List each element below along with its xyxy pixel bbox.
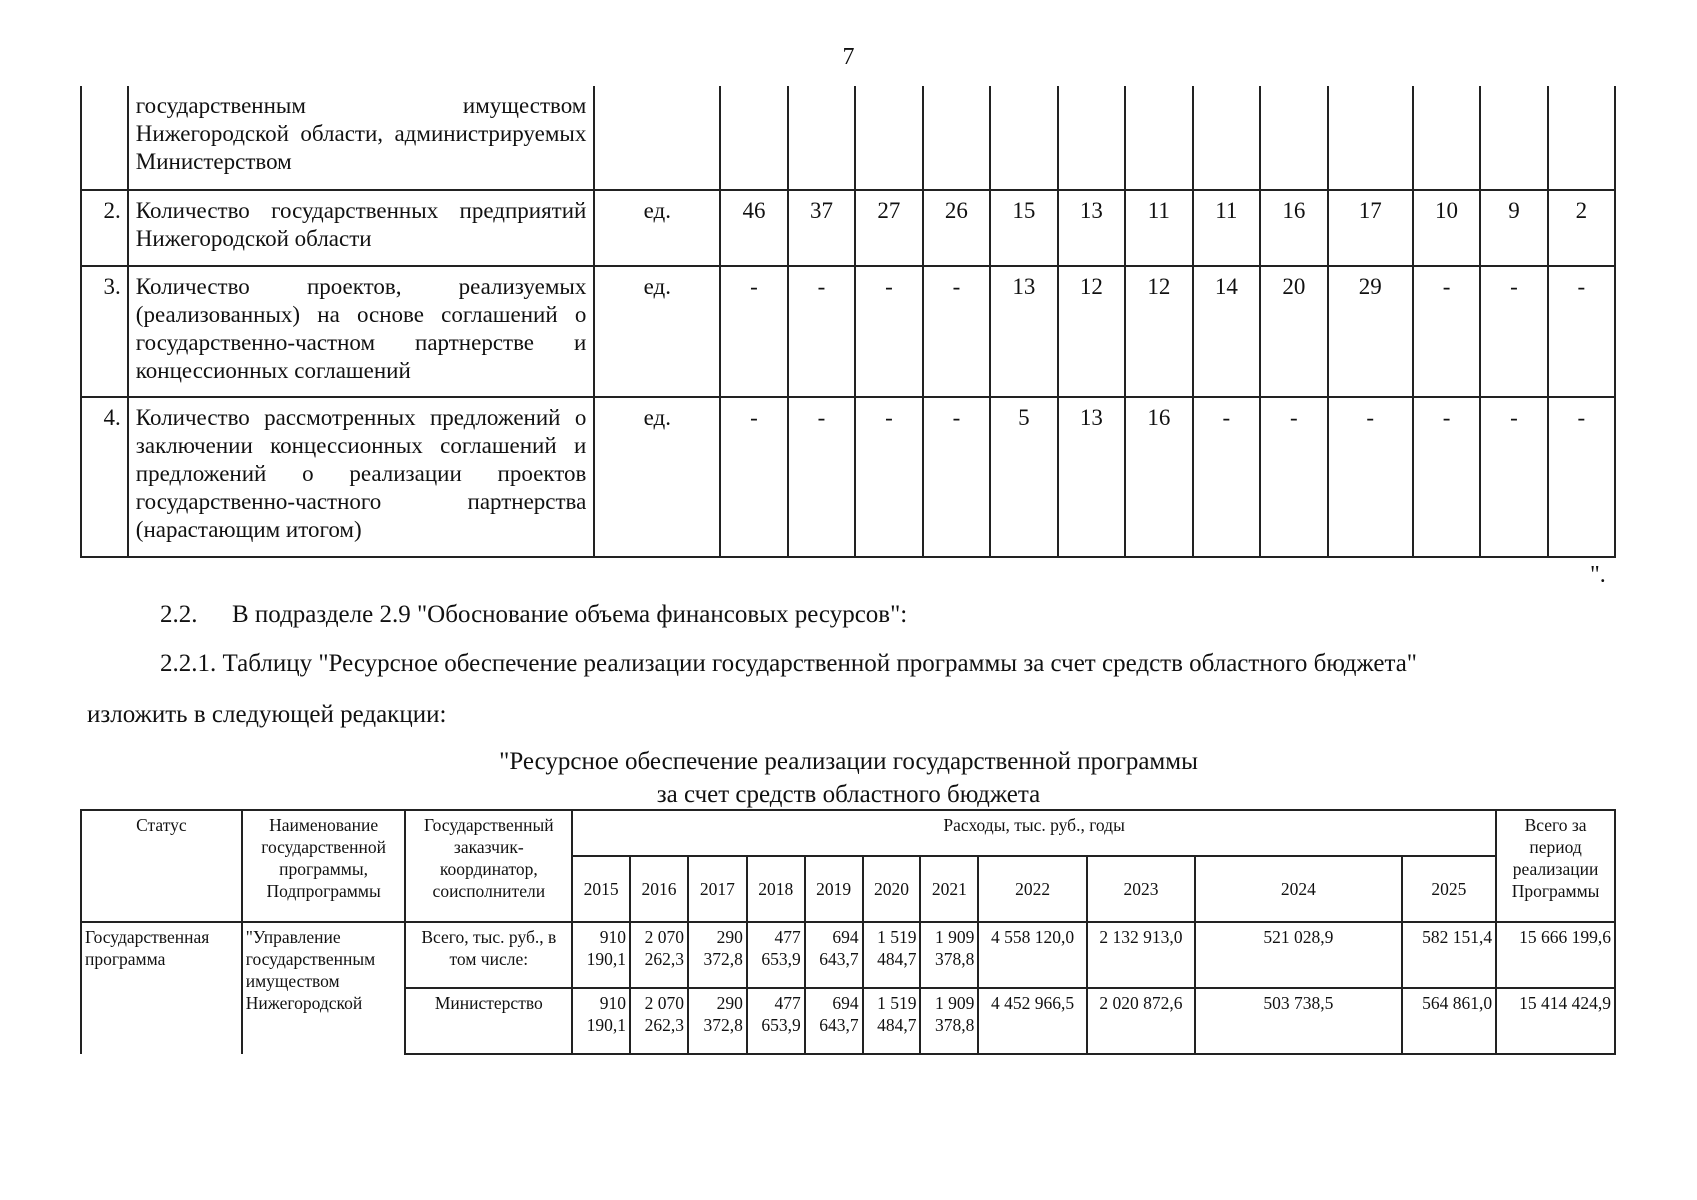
expense-value: 2 070 262,3 xyxy=(630,988,688,1054)
indicator-row xyxy=(81,397,1615,557)
indicator-value xyxy=(1125,86,1192,190)
expense-value: 477 653,9 xyxy=(747,988,805,1054)
indicator-table xyxy=(80,86,1616,558)
indicator-value: 13 xyxy=(990,266,1057,397)
year-header: 2017 xyxy=(688,856,747,922)
expense-value: 564 861,0 xyxy=(1402,988,1497,1054)
indicator-value: 46 xyxy=(720,190,787,266)
indicator-value: 15 xyxy=(990,190,1057,266)
expense-value: 4 558 120,0 xyxy=(978,922,1086,988)
indicator-value xyxy=(1413,86,1480,190)
closing-quote-mark: ". xyxy=(1590,562,1606,588)
indicator-unit xyxy=(594,86,720,190)
expense-value: 2 070 262,3 xyxy=(630,922,688,988)
resource-table xyxy=(80,809,1616,1055)
indicator-name: Количество рассмотренных предложений о заключении концессионных соглашений и предложений о реализации проектов государственно-частного партнерства (нарастающим итогом) xyxy=(128,397,595,557)
expense-value: 694 643,7 xyxy=(805,922,863,988)
paragraph-2-2-1: 2.2.1. Таблицу "Ресурсное обеспечение реализации государственной программы за счет средств областного бюджета" xyxy=(160,650,1418,677)
indicator-name: государственным имуществом Нижегородской области, администрируемых Министерством xyxy=(128,86,595,190)
indicator-value: - xyxy=(1328,397,1413,557)
header-expenses: Расходы, тыс. руб., годы xyxy=(572,810,1496,856)
resource-table-title-line2: за счет средств областного бюджета xyxy=(656,781,1041,808)
total-value: 15 666 199,6 xyxy=(1496,922,1615,988)
header-customer: Государственный заказчик-координатор, соисполнители xyxy=(405,810,572,922)
year-header: 2024 xyxy=(1195,856,1401,922)
indicator-value: - xyxy=(1480,397,1547,557)
year-header: 2019 xyxy=(805,856,863,922)
indicator-value: - xyxy=(923,266,990,397)
indicator-value: - xyxy=(923,397,990,557)
expense-value: 290 372,8 xyxy=(688,988,747,1054)
paragraph-number: 2.2. xyxy=(160,601,198,628)
indicator-value: - xyxy=(720,397,787,557)
indicator-value: - xyxy=(855,266,922,397)
indicator-value: 37 xyxy=(788,190,855,266)
indicator-value: 16 xyxy=(1260,190,1327,266)
indicator-value: - xyxy=(855,397,922,557)
indicator-value xyxy=(1193,86,1260,190)
indicator-value: 14 xyxy=(1193,266,1260,397)
expense-value: 910 190,1 xyxy=(572,988,630,1054)
indicator-value: - xyxy=(1413,397,1480,557)
indicator-value: 13 xyxy=(1058,190,1125,266)
indicator-value: 9 xyxy=(1480,190,1547,266)
indicator-row xyxy=(81,86,1615,190)
indicator-value: 27 xyxy=(855,190,922,266)
expense-value: 477 653,9 xyxy=(747,922,805,988)
indicator-number: 4. xyxy=(81,397,128,557)
paragraph-text: В подразделе 2.9 "Обоснование объема финансовых ресурсов": xyxy=(232,601,908,628)
indicator-value xyxy=(1058,86,1125,190)
indicator-value xyxy=(990,86,1057,190)
indicator-value: 16 xyxy=(1125,397,1192,557)
year-header: 2015 xyxy=(572,856,630,922)
year-header: 2022 xyxy=(978,856,1086,922)
expense-value: 910 190,1 xyxy=(572,922,630,988)
indicator-value xyxy=(1480,86,1547,190)
expense-value: 1 519 484,7 xyxy=(863,988,921,1054)
indicator-value xyxy=(1328,86,1413,190)
indicator-value: 26 xyxy=(923,190,990,266)
status-cell: Государственная программа xyxy=(81,922,242,1054)
header-total: Всего за период реализации Программы xyxy=(1496,810,1615,922)
indicator-number xyxy=(81,86,128,190)
indicator-value: 5 xyxy=(990,397,1057,557)
indicator-value xyxy=(923,86,990,190)
indicator-value: - xyxy=(788,266,855,397)
indicator-value: 13 xyxy=(1058,397,1125,557)
total-value: 15 414 424,9 xyxy=(1496,988,1615,1054)
indicator-value: 20 xyxy=(1260,266,1327,397)
year-header: 2021 xyxy=(920,856,978,922)
year-header: 2020 xyxy=(863,856,921,922)
indicator-value: - xyxy=(1413,266,1480,397)
indicator-value xyxy=(1548,86,1615,190)
resource-table-title-line1: "Ресурсное обеспечение реализации государственной программы xyxy=(499,748,1198,775)
year-header: 2023 xyxy=(1087,856,1195,922)
header-program-name: Наименование государственной программы, Подпрограммы xyxy=(242,810,406,922)
indicator-value xyxy=(788,86,855,190)
paragraph-continuation: изложить в следующей редакции: xyxy=(87,701,447,728)
indicator-value xyxy=(855,86,922,190)
customer-cell: Всего, тыс. руб., в том числе: xyxy=(405,922,572,988)
indicator-name: Количество государственных предприятий Нижегородской области xyxy=(128,190,595,266)
indicator-value: - xyxy=(788,397,855,557)
indicator-value: 2 xyxy=(1548,190,1615,266)
year-header: 2016 xyxy=(630,856,688,922)
indicator-value: 11 xyxy=(1193,190,1260,266)
expense-value: 582 151,4 xyxy=(1402,922,1497,988)
indicator-value: 11 xyxy=(1125,190,1192,266)
paragraph-2-2 xyxy=(160,600,907,630)
indicator-unit: ед. xyxy=(594,397,720,557)
indicator-value: 12 xyxy=(1125,266,1192,397)
indicator-row xyxy=(81,266,1615,397)
indicator-name: Количество проектов, реализуемых (реализованных) на основе соглашений о государственно-частном партнерстве и концессионных соглашений xyxy=(128,266,595,397)
expense-value: 503 738,5 xyxy=(1195,988,1401,1054)
expense-value: 694 643,7 xyxy=(805,988,863,1054)
indicator-value: - xyxy=(720,266,787,397)
resource-row xyxy=(81,922,1615,988)
page-number: 7 xyxy=(842,44,855,70)
indicator-unit: ед. xyxy=(594,266,720,397)
expense-value: 4 452 966,5 xyxy=(978,988,1086,1054)
indicator-value: - xyxy=(1260,397,1327,557)
indicator-number: 3. xyxy=(81,266,128,397)
expense-value: 2 132 913,0 xyxy=(1087,922,1195,988)
resource-header-row xyxy=(81,810,1615,856)
indicator-value: - xyxy=(1193,397,1260,557)
indicator-value: - xyxy=(1548,266,1615,397)
indicator-number: 2. xyxy=(81,190,128,266)
indicator-value xyxy=(720,86,787,190)
expense-value: 2 020 872,6 xyxy=(1087,988,1195,1054)
expense-value: 1 519 484,7 xyxy=(863,922,921,988)
indicator-unit: ед. xyxy=(594,190,720,266)
indicator-value: 29 xyxy=(1328,266,1413,397)
indicator-value: 17 xyxy=(1328,190,1413,266)
expense-value: 1 909 378,8 xyxy=(920,988,978,1054)
header-status: Статус xyxy=(81,810,242,922)
indicator-value: 12 xyxy=(1058,266,1125,397)
indicator-value xyxy=(1260,86,1327,190)
program-name-cell: "Управление государственным имуществом Нижегородской xyxy=(242,922,406,1054)
indicator-value: - xyxy=(1480,266,1547,397)
expense-value: 521 028,9 xyxy=(1195,922,1401,988)
indicator-value: - xyxy=(1548,397,1615,557)
indicator-row xyxy=(81,190,1615,266)
expense-value: 1 909 378,8 xyxy=(920,922,978,988)
expense-value: 290 372,8 xyxy=(688,922,747,988)
year-header: 2025 xyxy=(1402,856,1497,922)
indicator-value: 10 xyxy=(1413,190,1480,266)
year-header: 2018 xyxy=(747,856,805,922)
customer-cell: Министерство xyxy=(405,988,572,1054)
